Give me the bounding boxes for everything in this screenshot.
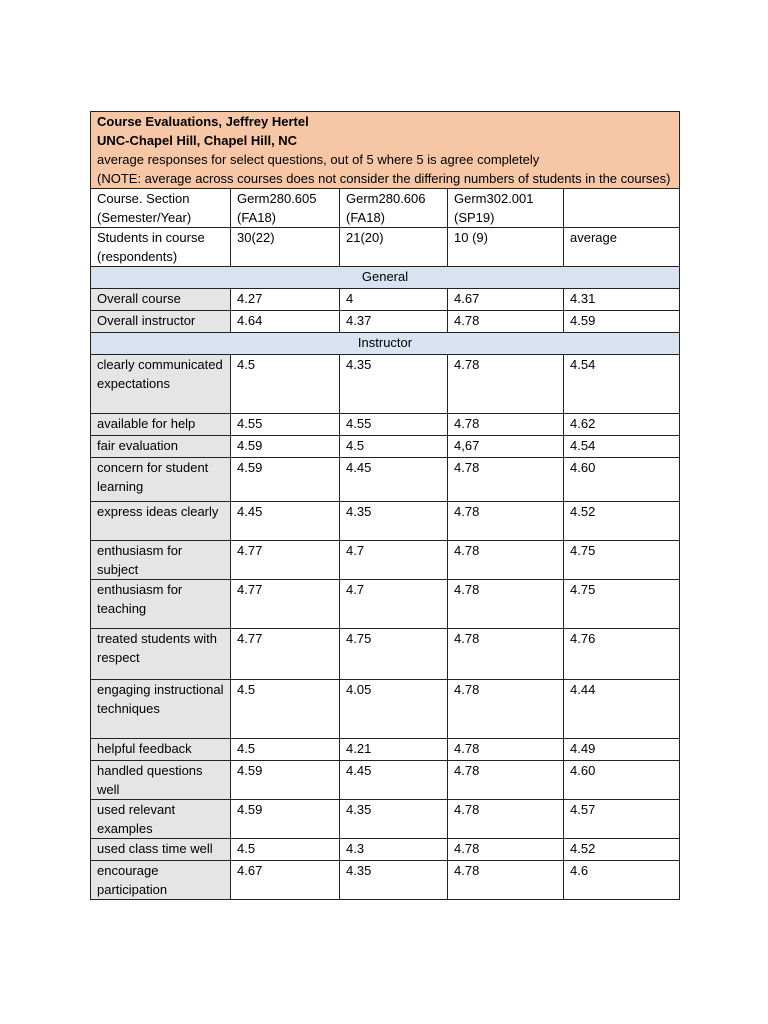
- value-average: 4.75: [564, 541, 680, 580]
- value-course-1: 4.59: [231, 800, 340, 839]
- value-course-3: 4.78: [448, 761, 564, 800]
- table-row: [91, 414, 680, 436]
- header-row: [91, 112, 680, 189]
- value-course-1: 4.67: [231, 861, 340, 900]
- value-course-3: 4.78: [448, 355, 564, 414]
- note: (NOTE: average across courses does not consider the differing numbers of students in the courses): [97, 171, 671, 186]
- table-row: [91, 761, 680, 800]
- value-average: 4.52: [564, 502, 680, 541]
- row-label: helpful feedback: [91, 739, 231, 761]
- value-course-1: 4.77: [231, 629, 340, 680]
- section-row-instructor: [91, 333, 680, 355]
- table-row: [91, 629, 680, 680]
- column-header-course-1: Germ280.605 (FA18): [231, 189, 340, 228]
- value-course-3: 4.78: [448, 680, 564, 739]
- row-label: Overall course: [91, 289, 231, 311]
- table-row: [91, 458, 680, 502]
- value-course-3: 4.78: [448, 458, 564, 502]
- value-average: 4.52: [564, 839, 680, 861]
- value-course-2: 4.21: [340, 739, 448, 761]
- value-course-2: 4.35: [340, 502, 448, 541]
- row-label: encourage participation: [91, 861, 231, 900]
- row-label: treated students with respect: [91, 629, 231, 680]
- table-row: [91, 289, 680, 311]
- value-course-1: 4.5: [231, 839, 340, 861]
- table-row: [91, 355, 680, 414]
- value-course-1: 4.5: [231, 355, 340, 414]
- value-course-1: 4.59: [231, 761, 340, 800]
- row-label: Overall instructor: [91, 311, 231, 333]
- value-course-3: 4.78: [448, 629, 564, 680]
- section-title-instructor: Instructor: [91, 333, 680, 355]
- table-row: [91, 436, 680, 458]
- row-label: fair evaluation: [91, 436, 231, 458]
- value-course-2: 4.45: [340, 458, 448, 502]
- column-header-course-3: Germ302.001 (SP19): [448, 189, 564, 228]
- value-course-1: 4.5: [231, 739, 340, 761]
- row-label: engaging instructional techniques: [91, 680, 231, 739]
- row-label: used class time well: [91, 839, 231, 861]
- value-course-2: 4.35: [340, 355, 448, 414]
- row-label: clearly communicated expectations: [91, 355, 231, 414]
- value-course-2: 4.35: [340, 800, 448, 839]
- header-cell: [91, 112, 680, 189]
- row-label: handled questions well: [91, 761, 231, 800]
- section-title-general: General: [91, 267, 680, 289]
- value-average: 4.31: [564, 289, 680, 311]
- table-row: [91, 739, 680, 761]
- value-course-2: 4.37: [340, 311, 448, 333]
- value-course-3: 4.78: [448, 861, 564, 900]
- value-course-1: 4.77: [231, 541, 340, 580]
- table-row: [91, 800, 680, 839]
- value-course-3: 4.78: [448, 311, 564, 333]
- value-average: 4.57: [564, 800, 680, 839]
- column-header-course-2: Germ280.606 (FA18): [340, 189, 448, 228]
- students-average: average: [564, 228, 680, 267]
- value-course-2: 4: [340, 289, 448, 311]
- value-course-1: 4.64: [231, 311, 340, 333]
- value-course-2: 4.7: [340, 580, 448, 629]
- value-average: 4.75: [564, 580, 680, 629]
- column-header-row: [91, 189, 680, 228]
- value-course-3: 4.78: [448, 502, 564, 541]
- value-course-1: 4.27: [231, 289, 340, 311]
- value-course-1: 4.55: [231, 414, 340, 436]
- students-label: Students in course (respondents): [91, 228, 231, 267]
- value-course-2: 4.45: [340, 761, 448, 800]
- value-course-3: 4.67: [448, 289, 564, 311]
- value-course-3: 4.78: [448, 580, 564, 629]
- value-average: 4.54: [564, 436, 680, 458]
- document-title: Course Evaluations, Jeffrey Hertel: [97, 114, 309, 129]
- students-course-3: 10 (9): [448, 228, 564, 267]
- value-course-1: 4.45: [231, 502, 340, 541]
- value-average: 4.54: [564, 355, 680, 414]
- row-label: enthusiasm for subject: [91, 541, 231, 580]
- value-average: 4.49: [564, 739, 680, 761]
- description: average responses for select questions, out of 5 where 5 is agree completely: [97, 152, 540, 167]
- students-course-2: 21(20): [340, 228, 448, 267]
- institution-location: UNC-Chapel Hill, Chapel Hill, NC: [97, 133, 298, 148]
- value-course-3: 4.78: [448, 800, 564, 839]
- students-course-1: 30(22): [231, 228, 340, 267]
- value-course-3: 4.78: [448, 739, 564, 761]
- table-row: [91, 861, 680, 900]
- value-average: 4.60: [564, 458, 680, 502]
- table-row: [91, 839, 680, 861]
- value-average: 4.76: [564, 629, 680, 680]
- column-header-average: [564, 189, 680, 228]
- value-course-2: 4.3: [340, 839, 448, 861]
- value-average: 4.62: [564, 414, 680, 436]
- value-course-2: 4.35: [340, 861, 448, 900]
- value-average: 4.60: [564, 761, 680, 800]
- column-header-label: Course. Section (Semester/Year): [91, 189, 231, 228]
- value-course-2: 4.05: [340, 680, 448, 739]
- value-course-2: 4.7: [340, 541, 448, 580]
- value-course-3: 4,67: [448, 436, 564, 458]
- row-label: available for help: [91, 414, 231, 436]
- value-course-2: 4.55: [340, 414, 448, 436]
- row-label: used relevant examples: [91, 800, 231, 839]
- value-course-2: 4.75: [340, 629, 448, 680]
- section-row-general: [91, 267, 680, 289]
- value-course-1: 4.59: [231, 458, 340, 502]
- value-course-3: 4.78: [448, 414, 564, 436]
- value-course-1: 4.5: [231, 680, 340, 739]
- value-average: 4.59: [564, 311, 680, 333]
- row-label: express ideas clearly: [91, 502, 231, 541]
- table-row: [91, 502, 680, 541]
- table-row: [91, 580, 680, 629]
- value-course-3: 4.78: [448, 839, 564, 861]
- value-course-1: 4.59: [231, 436, 340, 458]
- table-row: [91, 680, 680, 739]
- value-course-2: 4.5: [340, 436, 448, 458]
- value-average: 4.44: [564, 680, 680, 739]
- table-row: [91, 541, 680, 580]
- value-course-3: 4.78: [448, 541, 564, 580]
- row-label: concern for student learning: [91, 458, 231, 502]
- value-average: 4.6: [564, 861, 680, 900]
- value-course-1: 4.77: [231, 580, 340, 629]
- table-row: [91, 311, 680, 333]
- row-label: enthusiasm for teaching: [91, 580, 231, 629]
- course-evaluation-table: [90, 111, 680, 900]
- students-row: [91, 228, 680, 267]
